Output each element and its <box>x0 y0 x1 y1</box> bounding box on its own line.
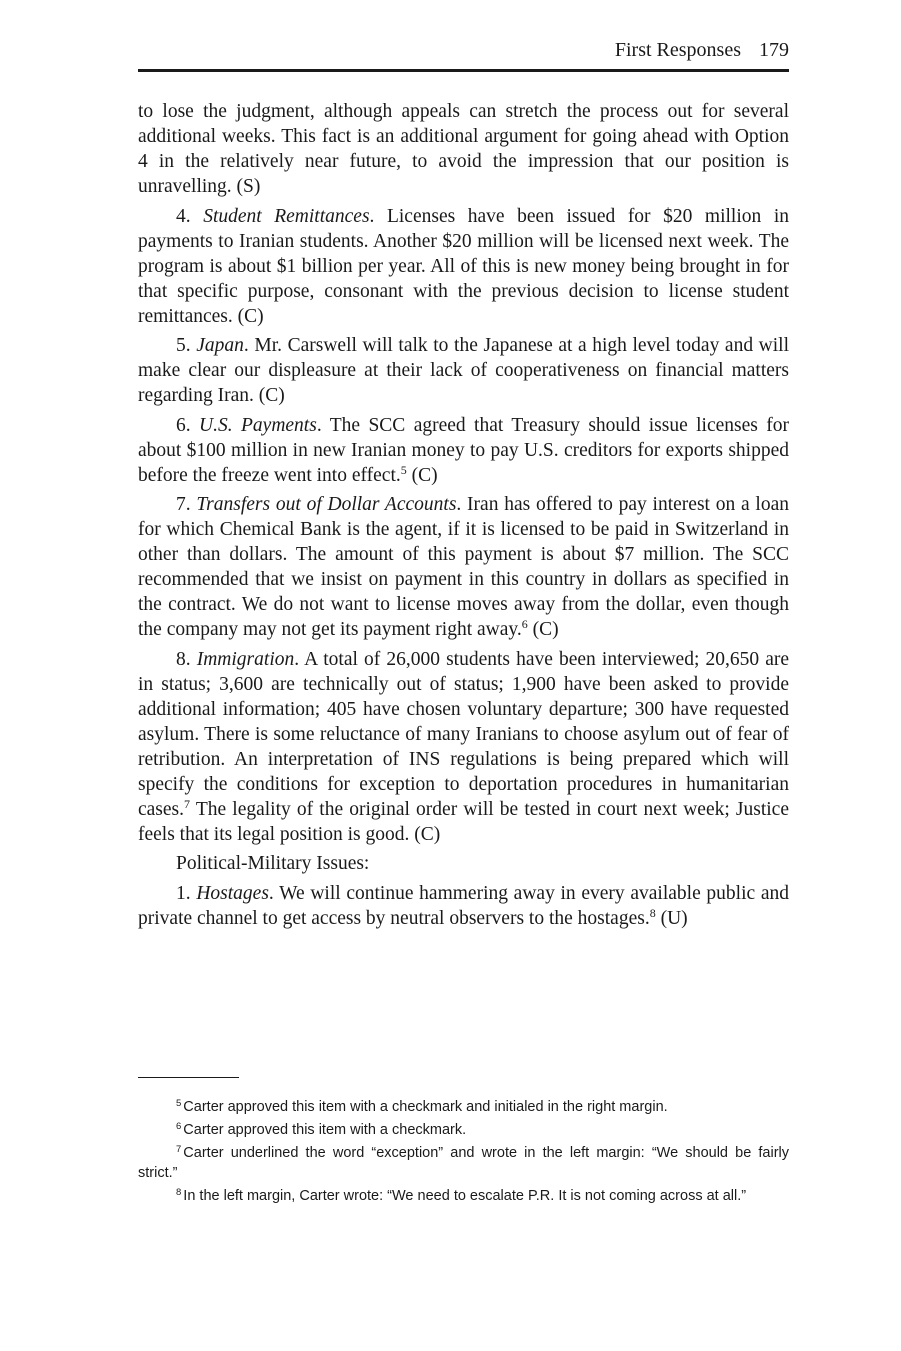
item-transfers <box>138 492 789 642</box>
item-heading: Student Remittances <box>203 205 370 227</box>
body-text <box>138 99 789 935</box>
footnote-reference[interactable]: 6 <box>521 617 528 631</box>
item-hostages <box>138 881 789 931</box>
item-student-remittances <box>138 204 789 329</box>
item-number: 5. <box>176 335 197 356</box>
item-heading: Japan <box>196 335 244 356</box>
item-number: 7. <box>176 494 197 515</box>
footnotes <box>138 1097 789 1209</box>
footnote-rule <box>138 1077 239 1078</box>
footnote-number: 6 <box>176 1121 182 1132</box>
footnote-number: 7 <box>176 1144 182 1155</box>
footnote-reference[interactable]: 5 <box>400 462 407 477</box>
item-text: . Iran has offered to pay interest on a loan for which Chemical Bank is the agent, if it is licensed to be paid in Switzerland in other than dollars. The amount of this payment is about $7 million. The SCC recommended that we insist on payment in this country in dollars as specified in the contract. We do not want to license moves away from the dollar, even though the company may not get its payment right away. <box>138 494 789 640</box>
footnote-number: 5 <box>176 1098 182 1109</box>
item-number: 1. <box>176 882 197 904</box>
footnote <box>138 1186 789 1206</box>
footnote-number: 8 <box>176 1187 182 1198</box>
footnote-text: Carter approved this item with a checkmark. <box>183 1122 467 1138</box>
footnote <box>138 1143 789 1183</box>
item-heading: Hostages <box>196 882 269 904</box>
footnote-text: Carter approved this item with a checkmark and initialed in the right margin. <box>183 1099 668 1115</box>
paragraph-continued: to lose the judgment, although appeals can stretch the process out for several additional weeks. This fact is an additional argument for going ahead with Option 4 in the relatively near future, to avoid the impression that our position is unravelling. (S) <box>138 101 789 197</box>
item-text-after: (C) <box>527 619 559 640</box>
item-number: 6. <box>176 414 200 436</box>
item-text: . We will continue hammering away in every available public and private channel to get access by neutral observers to the hostages. <box>138 882 790 929</box>
item-immigration <box>138 647 789 847</box>
item-text: . Mr. Carswell will talk to the Japanese at a high level today and will make clear our displeasure at their lack of cooperativeness on financial matters regarding Iran. (C) <box>138 335 790 406</box>
footnote-text: Carter underlined the word “exception” and wrote in the left margin: “We should be fairly strict.” <box>138 1145 789 1181</box>
header-rule <box>138 69 789 72</box>
item-number: 4. <box>176 205 204 227</box>
item-japan <box>138 333 789 408</box>
footnote-reference[interactable]: 7 <box>184 796 191 811</box>
section-title: First Responses <box>614 39 741 61</box>
item-heading: Transfers out of Dollar Accounts <box>196 494 457 515</box>
item-text: . A total of 26,000 students have been interviewed; 20,650 are in status; 3,600 are technically out of status; 1,900 have been asked to provide additional information; 405 have chosen voluntary departure; 300 have requested asylum. There is some reluctance of many Iranians to choose asylum out of fear of retribution. An interpretation of INS regulations is being prepared which will specify the conditions for exception to deportation procedures in humanitarian cases. <box>138 648 790 820</box>
footnote-text: In the left margin, Carter wrote: “We need to escalate P.R. It is not coming across at all.” <box>183 1188 747 1204</box>
page-number: 179 <box>759 39 789 61</box>
item-us-payments <box>138 413 789 488</box>
footnote <box>138 1120 789 1140</box>
item-text: . The SCC agreed that Treasury should issue licenses for about $100 million in new Iranian money to pay U.S. creditors for exports shipped before the freeze went into effect. <box>138 414 789 486</box>
item-text: . Licenses have been issued for $20 million in payments to Iranian students. Another $20 million will be licensed next week. The program is about $1 billion per year. All of this is new money being brought in for that specific purpose, consonant with the previous decision to license student remittances. (C) <box>138 205 789 327</box>
item-number: 8. <box>176 648 197 670</box>
footnote-reference[interactable]: 8 <box>649 905 656 920</box>
running-head <box>615 38 789 62</box>
item-heading: Immigration <box>196 648 295 670</box>
item-heading: U.S. Payments <box>199 414 317 436</box>
section-heading-political-military: Political-Military Issues: <box>176 853 370 874</box>
item-text-after: (U) <box>655 907 688 929</box>
footnote <box>138 1097 789 1117</box>
item-text-after: The legality of the original order will be tested in court next week; Justice feels that its legal position is good. (C) <box>138 798 789 845</box>
item-text-after: (C) <box>406 464 438 486</box>
